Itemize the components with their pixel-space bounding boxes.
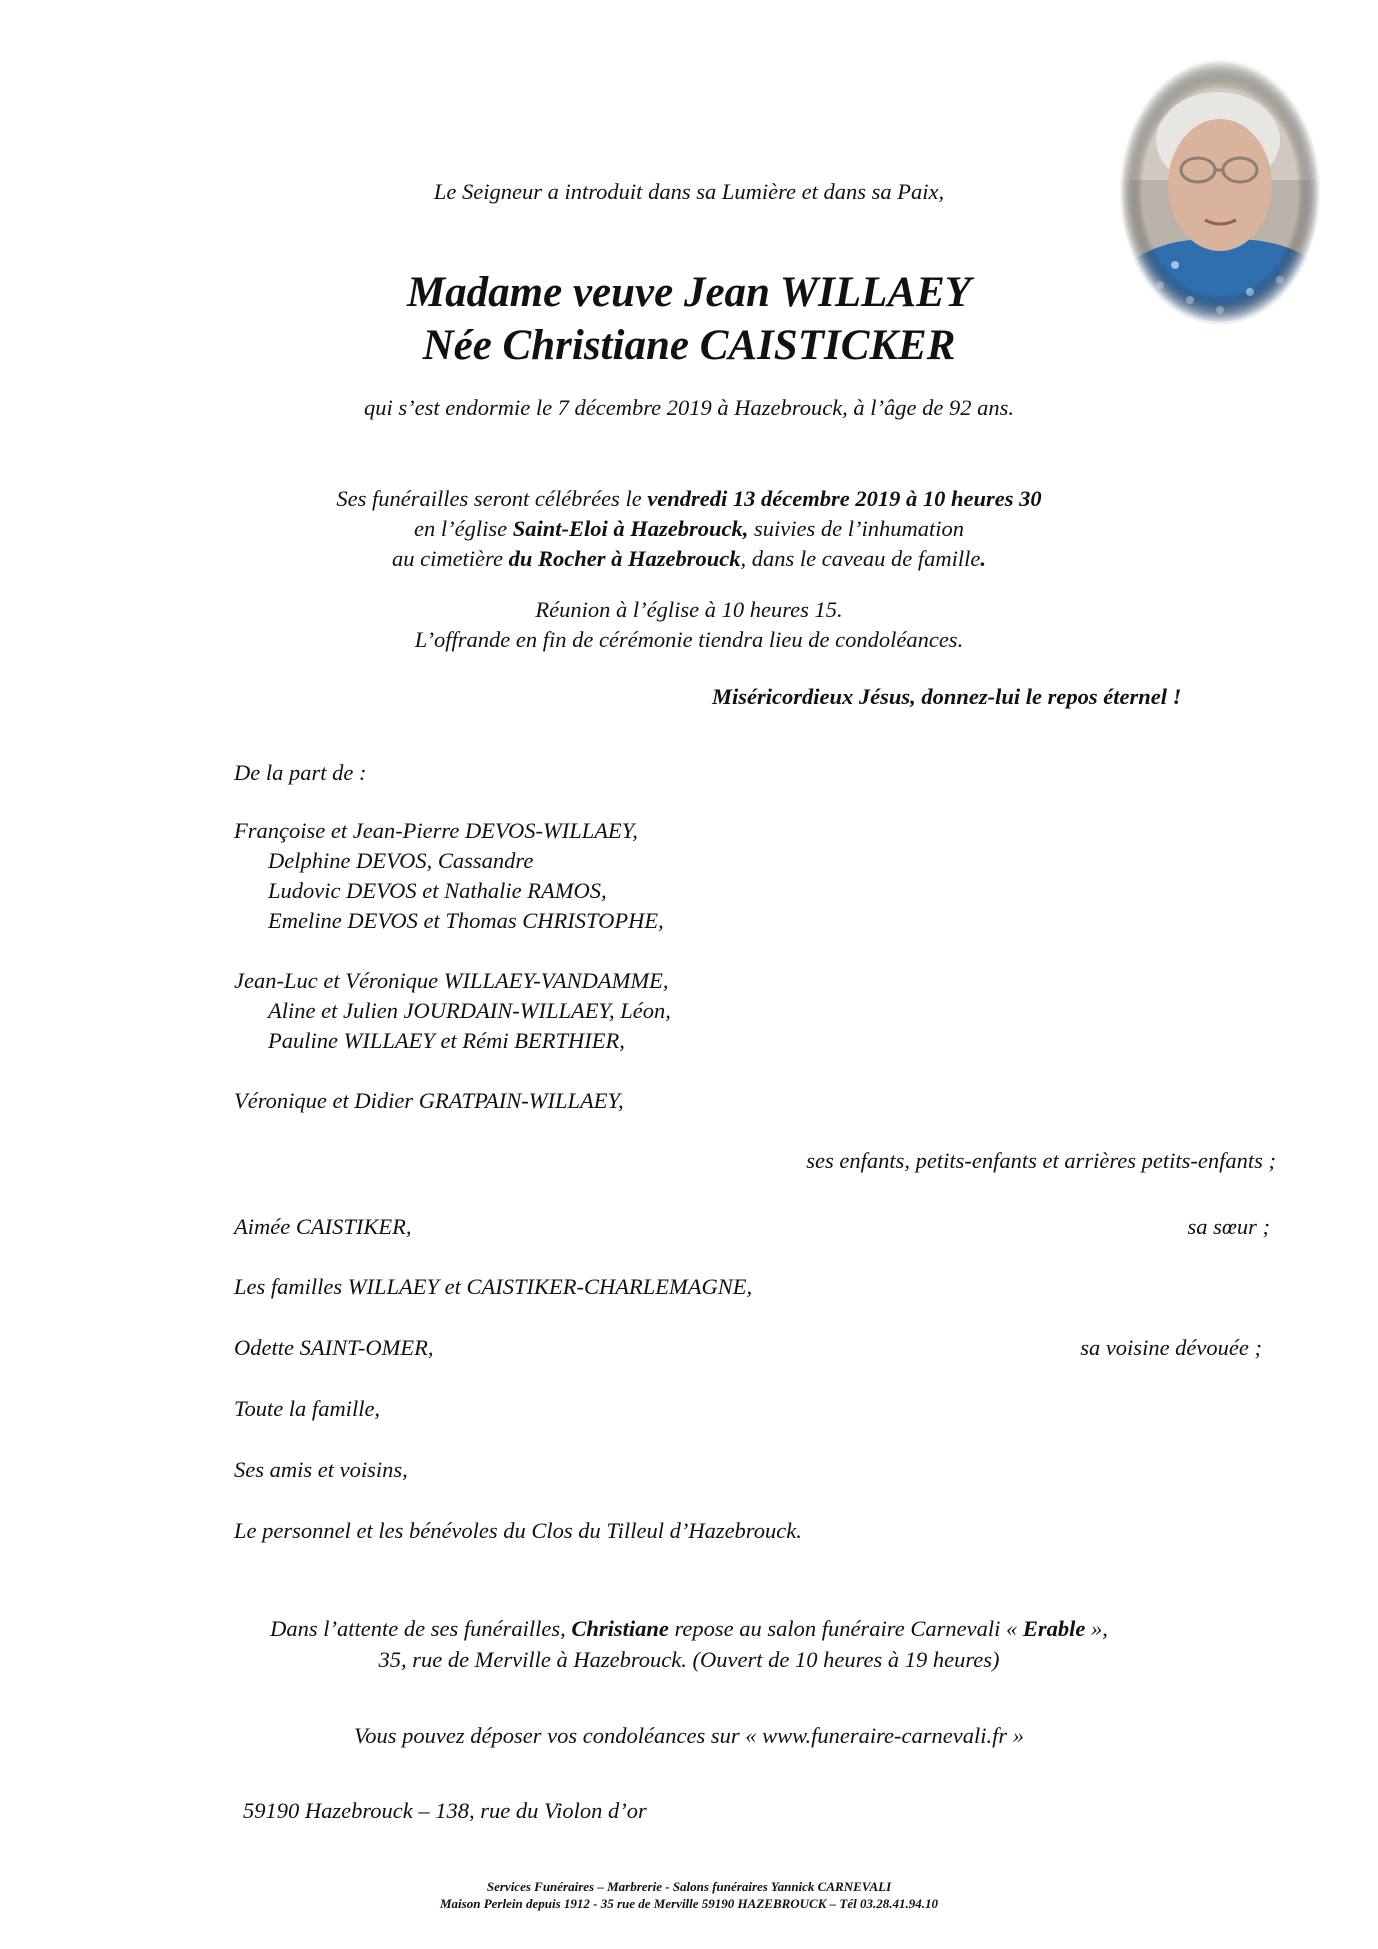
salon-address: 35, rue de Merville à Hazebrouck. (Ouvert de 10 heures à 19 heures): [378, 1647, 1000, 1672]
family-line: Ludovic DEVOS et Nathalie RAMOS,: [268, 878, 607, 903]
family-line: Françoise et Jean-Pierre DEVOS-WILLAEY,: [234, 818, 638, 843]
offering-note: L’offrande en fin de cérémonie tiendra lieu de condoléances.: [414, 627, 964, 652]
intro-text: Le Seigneur a introduit dans sa Lumière et dans sa Paix,: [433, 179, 945, 204]
funeral-cemetery-line: [0, 544, 1378, 574]
church-prefix: en l’église: [414, 516, 513, 541]
family-line: Pauline WILLAEY et Rémi BERTHIER,: [268, 1028, 625, 1053]
burial-suffix: suivies de l’inhumation: [748, 516, 964, 541]
funeral-datetime: vendredi 13 décembre 2019 à 10 heures 30: [647, 486, 1042, 511]
cemetery-prefix: au cimetière: [391, 546, 509, 571]
friends: Ses amis et voisins,: [234, 1457, 408, 1482]
neighbor-role: sa voisine dévouée ;: [1080, 1335, 1262, 1360]
family-address: 59190 Hazebrouck – 138, rue du Violon d’or: [243, 1798, 647, 1823]
sister-role: sa sœur ;: [1187, 1214, 1270, 1239]
wake-intro: Dans l’attente de ses funérailles,: [270, 1616, 572, 1641]
footer-contact: Maison Perlein depuis 1912 - 35 rue de Merville 59190 HAZEBROUCK – Tél 03.28.41.94.10: [440, 1896, 938, 1911]
footer-company: Services Funéraires – Marbrerie - Salons funéraires Yannick CARNEVALI: [486, 1879, 892, 1894]
prayer: Miséricordieux Jésus, donnez-lui le repos éternel !: [712, 684, 1182, 709]
sister-name: Aimée CAISTIKER,: [234, 1214, 412, 1239]
all-family: Toute la famille,: [234, 1396, 381, 1421]
church-name: Saint-Eloi à Hazebrouck,: [512, 516, 749, 541]
condolences-link-text: Vous pouvez déposer vos condoléances sur « www.funeraire-carnevali.fr »: [354, 1723, 1024, 1748]
salon-room: Erable: [1022, 1616, 1086, 1641]
family-line: Véronique et Didier GRATPAIN-WILLAEY,: [234, 1088, 624, 1113]
family-line: Jean-Luc et Véronique WILLAEY-VANDAMME,: [234, 968, 669, 993]
salon-text: repose au salon funéraire Carnevali «: [668, 1616, 1023, 1641]
family-line: Delphine DEVOS, Cassandre: [268, 848, 534, 873]
salon-suffix: »,: [1085, 1616, 1108, 1641]
from-label: De la part de :: [234, 760, 367, 785]
funeral-date-line: [0, 484, 1378, 514]
meeting-time: Réunion à l’église à 10 heures 15.: [535, 597, 843, 622]
maiden-name: Née Christiane CAISTICKER: [422, 322, 956, 369]
staff: Le personnel et les bénévoles du Clos du Tilleul d’Hazebrouck.: [234, 1518, 802, 1543]
death-notice: qui s’est endormie le 7 décembre 2019 à Hazebrouck, à l’âge de 92 ans.: [363, 395, 1015, 420]
family-line: Aline et Julien JOURDAIN-WILLAEY, Léon,: [268, 998, 671, 1023]
neighbor-name: Odette SAINT-OMER,: [234, 1335, 434, 1360]
first-name: Christiane: [571, 1616, 669, 1641]
family-line: Emeline DEVOS et Thomas CHRISTOPHE,: [268, 908, 664, 933]
vault-text: , dans le caveau de famille: [740, 546, 981, 571]
extended-families: Les familles WILLAEY et CAISTIKER-CHARLEMAGNE,: [234, 1274, 753, 1299]
funeral-intro: Ses funérailles seront célébrées le: [336, 486, 648, 511]
deceased-name: Madame veuve Jean WILLAEY: [406, 269, 972, 316]
vault-period: .: [980, 546, 987, 571]
children-role: ses enfants, petits-enfants et arrières petits-enfants ;: [806, 1148, 1276, 1173]
funeral-church-line: [0, 514, 1378, 544]
wake-line: [0, 1614, 1378, 1644]
cemetery-name: du Rocher à Hazebrouck: [508, 546, 741, 571]
